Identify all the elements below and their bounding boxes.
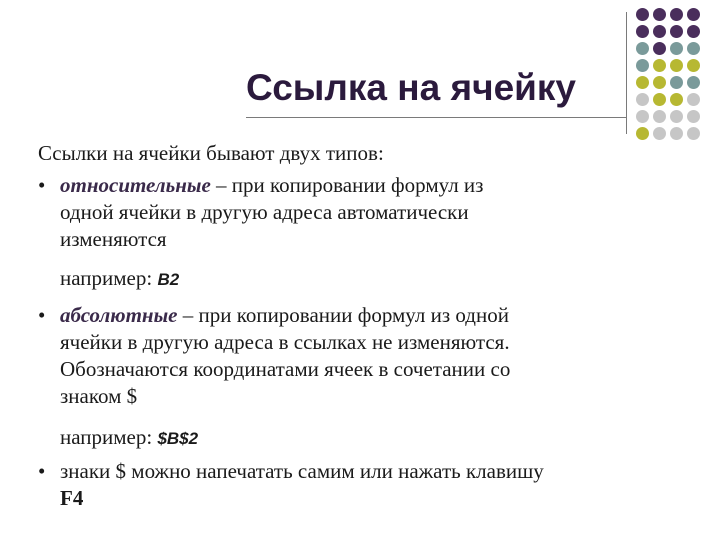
example-label: например: <box>60 425 158 449</box>
decorative-dot <box>653 127 666 140</box>
bullet-line: – при копировании формул из одной <box>177 303 509 327</box>
vertical-rule <box>626 12 627 134</box>
bullet-line: Обозначаются координатами ячеек в сочетании со <box>60 357 511 381</box>
slide-title: Ссылка на ячейку <box>246 67 576 108</box>
intro-text: Ссылки на ячейки бывают двух типов: <box>38 141 384 165</box>
decorative-dot <box>670 76 683 89</box>
bullet-line: одной ячейки в другую адреса автоматически <box>60 200 469 224</box>
bullet-text <box>60 458 700 512</box>
bullet-line: ячейки в другую адреса в ссылках не изменяются. <box>60 330 510 354</box>
decorative-dot <box>653 110 666 123</box>
decorative-dot <box>636 93 649 106</box>
decorative-dot <box>636 110 649 123</box>
decorative-dot <box>653 76 666 89</box>
example-relative <box>60 265 179 293</box>
decorative-dot <box>687 76 700 89</box>
decorative-dot <box>670 93 683 106</box>
decorative-dot <box>653 8 666 21</box>
decorative-dot <box>670 25 683 38</box>
decorative-dot <box>636 25 649 38</box>
key-f4: F4 <box>60 486 84 510</box>
decorative-dot <box>687 127 700 140</box>
decorative-dot <box>636 127 649 140</box>
decorative-dot <box>687 8 700 21</box>
decorative-dot <box>636 76 649 89</box>
term-absolute: абсолютные <box>60 303 178 327</box>
bullet-text <box>60 302 700 410</box>
bullet-line: изменяются <box>60 227 167 251</box>
horizontal-rule <box>246 117 627 118</box>
example-ref: $B$2 <box>157 429 199 448</box>
decorative-dot <box>670 8 683 21</box>
bullet-mark: • <box>38 303 46 327</box>
decorative-dot <box>670 127 683 140</box>
bullet-line: – при копировании формул из <box>210 173 484 197</box>
decorative-dot <box>670 110 683 123</box>
bullet-mark: • <box>38 459 46 483</box>
example-label: например: <box>60 266 158 290</box>
decorative-dot <box>653 42 666 55</box>
decorative-dot <box>687 42 700 55</box>
decorative-dot <box>670 42 683 55</box>
example-absolute <box>60 424 198 452</box>
example-ref: B2 <box>157 270 180 289</box>
decorative-dot <box>687 59 700 72</box>
decorative-dot <box>670 59 683 72</box>
bullet-line: знаком $ <box>60 384 138 408</box>
decorative-dot <box>653 25 666 38</box>
decorative-dot <box>636 59 649 72</box>
decorative-dot <box>687 25 700 38</box>
decorative-dot <box>687 110 700 123</box>
term-relative: относительные <box>60 173 211 197</box>
decorative-dot <box>653 59 666 72</box>
bullet-mark: • <box>38 173 46 197</box>
decorative-dot <box>636 8 649 21</box>
decorative-dot <box>636 42 649 55</box>
decorative-dot <box>687 93 700 106</box>
bullet-line: знаки $ можно напечатать самим или нажать клавишу <box>60 459 544 483</box>
bullet-text <box>60 172 700 253</box>
decorative-dot <box>653 93 666 106</box>
